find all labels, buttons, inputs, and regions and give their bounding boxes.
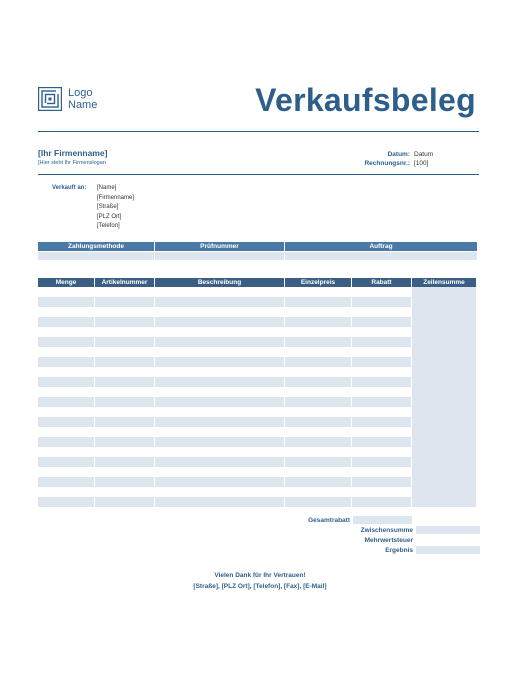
payment-method-header: Zahlungsmethode — [38, 242, 154, 251]
item-number-cell[interactable] — [95, 387, 154, 397]
quantity-cell[interactable] — [38, 317, 94, 327]
table-row — [38, 417, 477, 427]
discount-cell[interactable] — [352, 437, 411, 447]
maze-logo-icon — [38, 87, 62, 111]
table-row — [38, 397, 477, 407]
description-cell[interactable] — [155, 347, 284, 357]
quantity-cell[interactable] — [38, 347, 94, 357]
sold-to-phone: [Telefon] — [97, 223, 120, 229]
item-number-cell[interactable] — [95, 407, 154, 417]
company-slogan: [Hier steht Ihr Firmenslogan — [38, 160, 106, 166]
description-cell[interactable] — [155, 287, 284, 297]
item-number-cell[interactable] — [95, 327, 154, 337]
date-label: Datum: — [387, 151, 410, 158]
table-row — [38, 357, 477, 367]
discount-cell[interactable] — [352, 467, 411, 477]
quantity-cell[interactable] — [38, 367, 94, 377]
line-total-header: Zeilensumme — [412, 278, 476, 287]
description-cell[interactable] — [155, 447, 284, 457]
description-cell[interactable] — [155, 357, 284, 367]
logo — [38, 87, 97, 111]
table-row — [38, 327, 477, 337]
date-value: Datum — [414, 151, 434, 158]
unit-price-cell[interactable] — [285, 437, 351, 447]
payment-table — [38, 242, 478, 260]
check-number-header: Prüfnummer — [155, 242, 284, 251]
table-row — [38, 377, 477, 387]
quantity-cell[interactable] — [38, 417, 94, 427]
unit-price-cell[interactable] — [285, 387, 351, 397]
page-title: Verkaufsbeleg — [255, 82, 476, 118]
sold-to-street: [Straße] — [97, 204, 119, 210]
quantity-header: Menge — [38, 278, 94, 287]
discount-cell[interactable] — [352, 337, 411, 347]
tax-field[interactable] — [416, 536, 480, 544]
description-cell[interactable] — [155, 327, 284, 337]
total-discount-row — [38, 515, 480, 525]
discount-cell[interactable] — [352, 417, 411, 427]
item-number-cell[interactable] — [95, 367, 154, 377]
total-discount-label: Gesamtrabatt — [308, 516, 350, 524]
quantity-cell[interactable] — [38, 427, 94, 437]
quantity-cell[interactable] — [38, 407, 94, 417]
description-cell[interactable] — [155, 477, 284, 487]
invoice-number-row — [364, 159, 464, 168]
check-number-cell[interactable] — [155, 252, 284, 260]
unit-price-cell[interactable] — [285, 317, 351, 327]
table-row — [38, 447, 477, 457]
footer-address: [Straße], [PLZ Ort], [Telefon], [Fax], [E-Mail] — [193, 583, 327, 590]
discount-cell[interactable] — [352, 307, 411, 317]
sold-to-company: [Firmenname] — [97, 194, 135, 201]
discount-cell[interactable] — [352, 457, 411, 467]
table-row — [38, 467, 477, 477]
discount-cell[interactable] — [352, 327, 411, 337]
item-number-header: Artikelnummer — [95, 278, 154, 287]
discount-header: Rabatt — [352, 278, 411, 287]
item-number-cell[interactable] — [95, 437, 154, 447]
line-total-cell[interactable] — [412, 497, 476, 508]
description-header: Beschreibung — [155, 278, 284, 287]
item-number-cell[interactable] — [95, 427, 154, 437]
order-cell[interactable] — [285, 252, 477, 260]
table-row — [38, 477, 477, 487]
item-number-cell[interactable] — [95, 487, 154, 497]
quantity-cell[interactable] — [38, 477, 94, 487]
description-cell[interactable] — [155, 417, 284, 427]
discount-cell[interactable] — [352, 447, 411, 457]
unit-price-cell[interactable] — [285, 457, 351, 467]
table-row — [38, 317, 477, 327]
sold-to-label: Verkauft an: — [52, 185, 87, 191]
unit-price-cell[interactable] — [285, 417, 351, 427]
item-number-cell[interactable] — [95, 317, 154, 327]
description-cell[interactable] — [155, 317, 284, 327]
subtotal-row — [38, 525, 480, 535]
discount-cell[interactable] — [352, 497, 411, 507]
sold-to-lines — [97, 184, 134, 232]
unit-price-cell[interactable] — [285, 307, 351, 317]
item-number-cell[interactable] — [95, 477, 154, 487]
order-header: Auftrag — [285, 242, 477, 251]
description-cell[interactable] — [155, 377, 284, 387]
discount-cell[interactable] — [352, 387, 411, 397]
item-number-cell[interactable] — [95, 347, 154, 357]
description-cell[interactable] — [155, 457, 284, 467]
summary-block — [38, 515, 480, 555]
company-name: [Ihr Firmenname] — [38, 148, 108, 158]
description-cell[interactable] — [155, 467, 284, 477]
table-row — [38, 437, 477, 447]
quantity-cell[interactable] — [38, 467, 94, 477]
logo-line1: Logo — [68, 87, 93, 99]
items-header-row — [38, 278, 477, 287]
discount-cell[interactable] — [352, 347, 411, 357]
quantity-cell[interactable] — [38, 457, 94, 467]
unit-price-header: Einzelpreis — [285, 278, 351, 287]
item-number-cell[interactable] — [95, 337, 154, 347]
invoice-number-label: Rechnungsnr.: — [364, 160, 410, 167]
discount-cell[interactable] — [352, 287, 411, 297]
date-row — [364, 150, 464, 159]
quantity-cell[interactable] — [38, 397, 94, 407]
quantity-cell[interactable] — [38, 447, 94, 457]
subtotal-label: Zwischensumme — [360, 526, 413, 534]
unit-price-cell[interactable] — [285, 347, 351, 357]
quantity-cell[interactable] — [38, 487, 94, 497]
table-row — [38, 487, 477, 497]
item-number-cell[interactable] — [95, 457, 154, 467]
item-number-cell[interactable] — [95, 417, 154, 427]
quantity-cell[interactable] — [38, 437, 94, 447]
discount-cell[interactable] — [352, 377, 411, 387]
table-row — [38, 367, 477, 377]
unit-price-cell[interactable] — [285, 377, 351, 387]
tax-label: Mehrwertsteuer — [364, 536, 413, 544]
item-number-cell[interactable] — [95, 497, 154, 507]
table-row — [38, 347, 477, 357]
sold-to-name: [Name] — [97, 185, 117, 191]
unit-price-cell[interactable] — [285, 297, 351, 307]
sold-to-city: [PLZ Ort] — [97, 213, 122, 220]
table-row — [38, 307, 477, 317]
unit-price-cell[interactable] — [285, 357, 351, 367]
unit-price-cell[interactable] — [285, 407, 351, 417]
unit-price-cell[interactable] — [285, 427, 351, 437]
unit-price-cell[interactable] — [285, 447, 351, 457]
invoice-number-value: [100] — [414, 160, 429, 167]
item-number-cell[interactable] — [95, 397, 154, 407]
discount-cell[interactable] — [352, 427, 411, 437]
discount-cell[interactable] — [352, 407, 411, 417]
quantity-cell[interactable] — [38, 377, 94, 387]
total-discount-field[interactable] — [353, 516, 412, 524]
discount-cell[interactable] — [352, 357, 411, 367]
payment-data-row — [38, 251, 478, 260]
item-rows — [38, 287, 477, 507]
description-cell[interactable] — [155, 387, 284, 397]
subtotal-field[interactable] — [416, 526, 480, 534]
description-cell[interactable] — [155, 307, 284, 317]
unit-price-cell[interactable] — [285, 497, 351, 507]
discount-cell[interactable] — [352, 317, 411, 327]
description-cell[interactable] — [155, 397, 284, 407]
sold-to-block — [52, 184, 134, 232]
description-cell[interactable] — [155, 487, 284, 497]
description-cell[interactable] — [155, 437, 284, 447]
company-divider — [38, 174, 479, 175]
discount-cell[interactable] — [352, 367, 411, 377]
logo-line2: Name — [68, 99, 98, 111]
tax-row — [38, 535, 480, 545]
table-row — [38, 387, 477, 397]
discount-cell[interactable] — [352, 297, 411, 307]
unit-price-cell[interactable] — [285, 397, 351, 407]
unit-price-cell[interactable] — [285, 287, 351, 297]
quantity-cell[interactable] — [38, 497, 94, 507]
grand-total-field[interactable] — [416, 546, 480, 554]
payment-header-row — [38, 242, 478, 251]
invoice-meta — [364, 150, 464, 168]
grand-total-row — [38, 545, 480, 555]
description-cell[interactable] — [155, 297, 284, 307]
logo-text — [68, 87, 97, 111]
table-row — [38, 287, 477, 297]
grand-total-label: Ergebnis — [385, 546, 413, 554]
quantity-cell[interactable] — [38, 357, 94, 367]
description-cell[interactable] — [155, 407, 284, 417]
description-cell[interactable] — [155, 427, 284, 437]
item-number-cell[interactable] — [95, 447, 154, 457]
quantity-cell[interactable] — [38, 337, 94, 347]
item-number-cell[interactable] — [95, 467, 154, 477]
discount-cell[interactable] — [352, 487, 411, 497]
unit-price-cell[interactable] — [285, 327, 351, 337]
item-number-cell[interactable] — [95, 377, 154, 387]
unit-price-cell[interactable] — [285, 337, 351, 347]
table-row — [38, 427, 477, 437]
quantity-cell[interactable] — [38, 307, 94, 317]
payment-method-cell[interactable] — [38, 252, 154, 260]
table-row — [38, 497, 477, 507]
item-number-cell[interactable] — [95, 357, 154, 367]
unit-price-cell[interactable] — [285, 367, 351, 377]
discount-cell[interactable] — [352, 397, 411, 407]
table-row — [38, 337, 477, 347]
quantity-cell[interactable] — [38, 327, 94, 337]
item-number-cell[interactable] — [95, 297, 154, 307]
unit-price-cell[interactable] — [285, 467, 351, 477]
description-cell[interactable] — [155, 367, 284, 377]
quantity-cell[interactable] — [38, 287, 94, 297]
table-row — [38, 297, 477, 307]
unit-price-cell[interactable] — [285, 487, 351, 497]
thank-you-note: Vielen Dank für Ihr Vertrauen! — [214, 572, 306, 579]
header-divider — [38, 131, 479, 132]
items-table — [38, 278, 477, 507]
table-row — [38, 457, 477, 467]
item-number-cell[interactable] — [95, 287, 154, 297]
quantity-cell[interactable] — [38, 387, 94, 397]
item-number-cell[interactable] — [95, 307, 154, 317]
quantity-cell[interactable] — [38, 297, 94, 307]
description-cell[interactable] — [155, 337, 284, 347]
table-row — [38, 407, 477, 417]
discount-cell[interactable] — [352, 477, 411, 487]
description-cell[interactable] — [155, 497, 284, 507]
unit-price-cell[interactable] — [285, 477, 351, 487]
